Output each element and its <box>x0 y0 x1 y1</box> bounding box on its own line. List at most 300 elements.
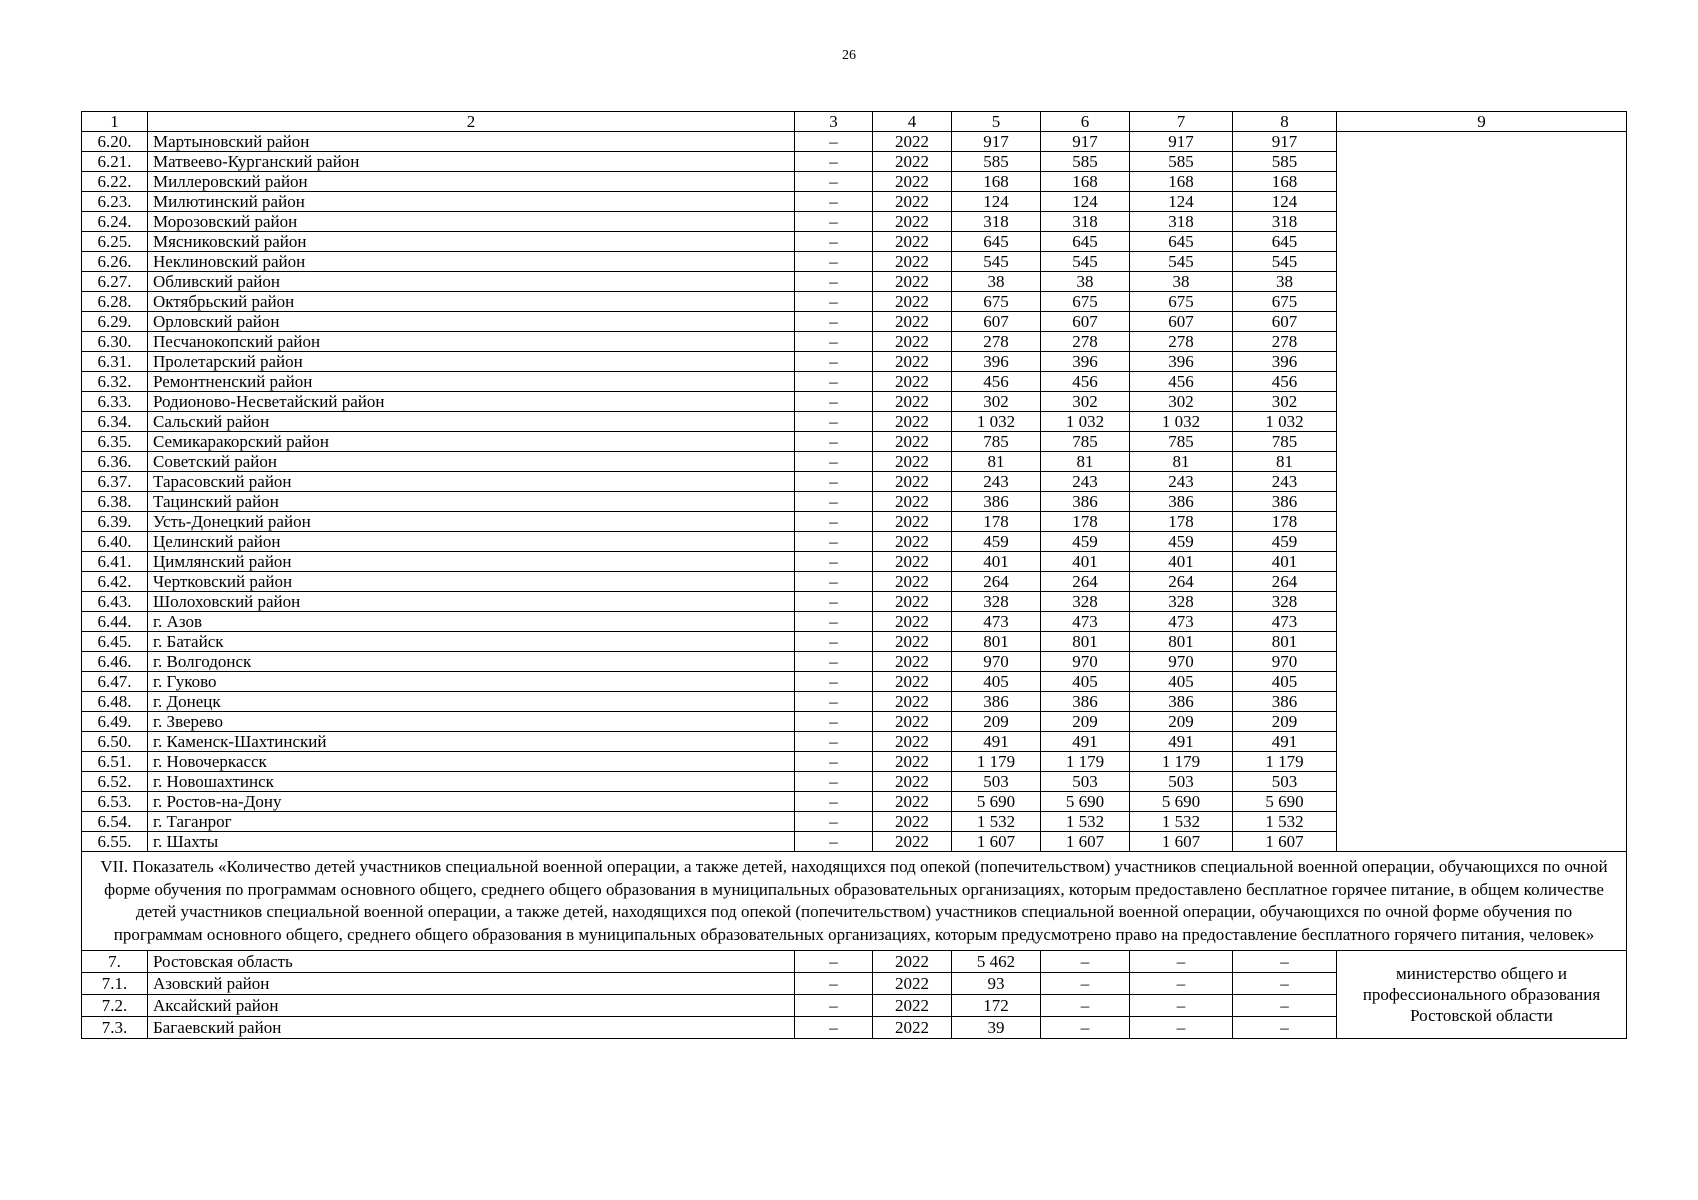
table-row <box>82 951 1627 973</box>
table-cell: 456 <box>1233 372 1337 392</box>
table-cell: 401 <box>1130 552 1233 572</box>
table-cell: 401 <box>1233 552 1337 572</box>
table-cell: – <box>1041 1017 1130 1039</box>
table-cell: 328 <box>1130 592 1233 612</box>
table-cell: 503 <box>1041 772 1130 792</box>
table-cell: 6.29. <box>82 312 148 332</box>
responsible-cell-empty <box>1337 132 1627 852</box>
table-cell: 2022 <box>873 632 952 652</box>
table-cell: 1 032 <box>1130 412 1233 432</box>
table-cell: 6.34. <box>82 412 148 432</box>
table-cell: 6.28. <box>82 292 148 312</box>
table-cell: – <box>1233 973 1337 995</box>
table-cell: – <box>795 352 873 372</box>
table-cell: 2022 <box>873 1017 952 1039</box>
table-cell: 491 <box>1041 732 1130 752</box>
table-cell: 456 <box>952 372 1041 392</box>
table-cell: Морозовский район <box>148 212 795 232</box>
table-cell: 6.50. <box>82 732 148 752</box>
table-cell: 6.22. <box>82 172 148 192</box>
table-cell: 178 <box>952 512 1041 532</box>
header-cell: 7 <box>1130 112 1233 132</box>
table-cell: г. Таганрог <box>148 812 795 832</box>
table-cell: 6.52. <box>82 772 148 792</box>
table-cell: – <box>795 532 873 552</box>
table-cell: 1 179 <box>1041 752 1130 772</box>
table-cell: Шолоховский район <box>148 592 795 612</box>
table-cell: 785 <box>1233 432 1337 452</box>
table-cell: 243 <box>1130 472 1233 492</box>
table-cell: 2022 <box>873 752 952 772</box>
table-cell: 5 690 <box>1233 792 1337 812</box>
table-cell: 168 <box>1041 172 1130 192</box>
table-cell: 405 <box>1130 672 1233 692</box>
table-cell: Мартыновский район <box>148 132 795 152</box>
table-cell: 6.40. <box>82 532 148 552</box>
table-cell: 2022 <box>873 432 952 452</box>
table-cell: 5 690 <box>952 792 1041 812</box>
table-cell: Обливский район <box>148 272 795 292</box>
table-cell: Семикаракорский район <box>148 432 795 452</box>
table-cell: – <box>795 772 873 792</box>
table-cell: 2022 <box>873 332 952 352</box>
table-cell: 386 <box>1130 692 1233 712</box>
table-cell: 473 <box>1233 612 1337 632</box>
table-cell: – <box>1233 995 1337 1017</box>
table-cell: – <box>1233 1017 1337 1039</box>
table-cell: 6.49. <box>82 712 148 732</box>
table-cell: 2022 <box>873 732 952 752</box>
table-cell: 302 <box>952 392 1041 412</box>
table-cell: 6.48. <box>82 692 148 712</box>
table-cell: Родионово-Несветайский район <box>148 392 795 412</box>
table-cell: Тарасовский район <box>148 472 795 492</box>
section-row <box>82 852 1627 951</box>
table-cell: 2022 <box>873 252 952 272</box>
table-cell: 607 <box>1041 312 1130 332</box>
table-cell: г. Донецк <box>148 692 795 712</box>
table-cell: Советский район <box>148 452 795 472</box>
table-cell: – <box>795 152 873 172</box>
table-cell: 6.38. <box>82 492 148 512</box>
table-cell: Аксайский район <box>148 995 795 1017</box>
table-cell: – <box>1130 995 1233 1017</box>
table-cell: г. Новочеркасск <box>148 752 795 772</box>
table-cell: 2022 <box>873 452 952 472</box>
table-cell: 2022 <box>873 672 952 692</box>
table-cell: 545 <box>1041 252 1130 272</box>
table-cell: 2022 <box>873 532 952 552</box>
table-cell: 6.20. <box>82 132 148 152</box>
table-cell: 1 179 <box>952 752 1041 772</box>
table-cell: 970 <box>952 652 1041 672</box>
table-cell: 2022 <box>873 692 952 712</box>
header-cell: 5 <box>952 112 1041 132</box>
table-cell: 6.32. <box>82 372 148 392</box>
table-cell: 6.31. <box>82 352 148 372</box>
table-cell: 2022 <box>873 132 952 152</box>
table-cell: 81 <box>1130 452 1233 472</box>
table-cell: 168 <box>1130 172 1233 192</box>
table-cell: 1 532 <box>952 812 1041 832</box>
table-cell: 209 <box>1041 712 1130 732</box>
table-cell: 405 <box>1233 672 1337 692</box>
table-cell: – <box>1233 951 1337 973</box>
table-cell: 405 <box>952 672 1041 692</box>
table-cell: г. Гуково <box>148 672 795 692</box>
table-cell: 124 <box>952 192 1041 212</box>
table-cell: 2022 <box>873 612 952 632</box>
table-cell: 2022 <box>873 832 952 852</box>
table-cell: 328 <box>952 592 1041 612</box>
table-cell: 2022 <box>873 212 952 232</box>
table-cell: 124 <box>1233 192 1337 212</box>
table-cell: 2022 <box>873 352 952 372</box>
section-title: VII. Показатель «Количество детей участников специальной военной операции, а также детей, находящихся под опекой (попечительством) участников специальной военной операции, обучающихся по очной форме обучения по программам основного общего, среднего общего образования в муниципальных образовательных организациях, которым предоставлено бесплатное горячее питание, в общем количестве детей участников специальной военной операции, а также детей, находящихся под опекой (попечительством) участников специальной военной операции, обучающихся по очной форме обучения по программам основного общего, среднего общего образования в муниципальных образовательных организациях, которым предусмотрено право на предоставление бесплатного горячего питания, человек» <box>82 852 1627 951</box>
table-cell: 645 <box>1233 232 1337 252</box>
table-cell: Октябрьский район <box>148 292 795 312</box>
table-cell: – <box>795 212 873 232</box>
table-cell: 209 <box>1233 712 1337 732</box>
table-cell: 785 <box>1041 432 1130 452</box>
table-cell: 5 690 <box>1041 792 1130 812</box>
table-cell: 2022 <box>873 412 952 432</box>
table-cell: 209 <box>1130 712 1233 732</box>
table-cell: 917 <box>1233 132 1337 152</box>
table-cell: – <box>795 652 873 672</box>
table-cell: 503 <box>952 772 1041 792</box>
table-cell: – <box>1041 995 1130 1017</box>
table-cell: г. Ростов-на-Дону <box>148 792 795 812</box>
table-cell: 801 <box>1233 632 1337 652</box>
table-cell: 2022 <box>873 552 952 572</box>
table-cell: 38 <box>1233 272 1337 292</box>
table-cell: 585 <box>952 152 1041 172</box>
table-cell: 2022 <box>873 512 952 532</box>
table-cell: 278 <box>1233 332 1337 352</box>
table-cell: 1 032 <box>952 412 1041 432</box>
table-cell: 545 <box>1130 252 1233 272</box>
table-cell: – <box>1130 1017 1233 1039</box>
table-cell: 401 <box>1041 552 1130 572</box>
table-cell: 168 <box>1233 172 1337 192</box>
table-cell: Тацинский район <box>148 492 795 512</box>
table-cell: Миллеровский район <box>148 172 795 192</box>
table-cell: 6.27. <box>82 272 148 292</box>
table-cell: 459 <box>952 532 1041 552</box>
table-cell: 124 <box>1041 192 1130 212</box>
table-cell: 675 <box>1041 292 1130 312</box>
indicator-table <box>81 111 1627 1039</box>
table-cell: 318 <box>1130 212 1233 232</box>
table-cell: г. Каменск-Шахтинский <box>148 732 795 752</box>
table-cell: 124 <box>1130 192 1233 212</box>
table-cell: 2022 <box>873 292 952 312</box>
table-cell: 6.30. <box>82 332 148 352</box>
table-cell: 396 <box>952 352 1041 372</box>
table-cell: 645 <box>1041 232 1130 252</box>
table-cell: 386 <box>952 692 1041 712</box>
table-cell: – <box>795 1017 873 1039</box>
table-cell: 6.24. <box>82 212 148 232</box>
header-cell: 3 <box>795 112 873 132</box>
table-cell: 6.53. <box>82 792 148 812</box>
table-cell: 396 <box>1041 352 1130 372</box>
table-cell: – <box>795 372 873 392</box>
table-cell: 801 <box>1130 632 1233 652</box>
table-cell: Мясниковский район <box>148 232 795 252</box>
table-cell: 7.3. <box>82 1017 148 1039</box>
table-cell: 6.42. <box>82 572 148 592</box>
table-cell: 178 <box>1041 512 1130 532</box>
table-cell: 6.54. <box>82 812 148 832</box>
table-cell: 386 <box>1041 492 1130 512</box>
table-cell: 38 <box>952 272 1041 292</box>
table-cell: 6.51. <box>82 752 148 772</box>
table-cell: – <box>795 672 873 692</box>
table-cell: 6.45. <box>82 632 148 652</box>
table-cell: 5 462 <box>952 951 1041 973</box>
table-cell: 473 <box>1041 612 1130 632</box>
table-cell: 6.35. <box>82 432 148 452</box>
table-cell: – <box>795 392 873 412</box>
table-cell: Ростовская область <box>148 951 795 973</box>
table-cell: 917 <box>1041 132 1130 152</box>
table-cell: Пролетарский район <box>148 352 795 372</box>
table-cell: 243 <box>1233 472 1337 492</box>
table-cell: 585 <box>1041 152 1130 172</box>
table-cell: 302 <box>1130 392 1233 412</box>
table-cell: 264 <box>1130 572 1233 592</box>
header-cell: 1 <box>82 112 148 132</box>
table-cell: 93 <box>952 973 1041 995</box>
table-cell: – <box>795 512 873 532</box>
table-cell: г. Шахты <box>148 832 795 852</box>
table-cell: 2022 <box>873 995 952 1017</box>
table-cell: 386 <box>1233 492 1337 512</box>
table-cell: 6.39. <box>82 512 148 532</box>
table-cell: 264 <box>952 572 1041 592</box>
table-cell: – <box>795 332 873 352</box>
table-cell: 328 <box>1233 592 1337 612</box>
table-cell: 6.37. <box>82 472 148 492</box>
table-cell: – <box>795 792 873 812</box>
table-cell: – <box>795 432 873 452</box>
table-cell: Целинский район <box>148 532 795 552</box>
table-cell: 2022 <box>873 792 952 812</box>
table-cell: 1 179 <box>1233 752 1337 772</box>
table-cell: 6.44. <box>82 612 148 632</box>
table-cell: – <box>795 472 873 492</box>
table-cell: 386 <box>1233 692 1337 712</box>
table-cell: 39 <box>952 1017 1041 1039</box>
table-cell: – <box>795 712 873 732</box>
table-cell: – <box>795 752 873 772</box>
table-cell: 278 <box>1041 332 1130 352</box>
table-cell: 585 <box>1233 152 1337 172</box>
responsible-executor: министерство общего и профессионального образования Ростовской области <box>1337 951 1627 1039</box>
table-cell: 6.21. <box>82 152 148 172</box>
table-cell: Чертковский район <box>148 572 795 592</box>
table-cell: – <box>795 612 873 632</box>
table-cell: 585 <box>1130 152 1233 172</box>
table-cell: 396 <box>1130 352 1233 372</box>
table-cell: 2022 <box>873 272 952 292</box>
table-cell: Орловский район <box>148 312 795 332</box>
table-cell: 503 <box>1233 772 1337 792</box>
table-cell: 396 <box>1233 352 1337 372</box>
table-cell: 675 <box>1130 292 1233 312</box>
table-cell: – <box>795 572 873 592</box>
table-cell: Милютинский район <box>148 192 795 212</box>
table-cell: – <box>795 995 873 1017</box>
table-cell: 645 <box>1130 232 1233 252</box>
table-cell: 1 532 <box>1041 812 1130 832</box>
table-cell: 7. <box>82 951 148 973</box>
table-cell: 456 <box>1130 372 1233 392</box>
table-cell: 386 <box>1130 492 1233 512</box>
table-cell: 6.41. <box>82 552 148 572</box>
table-cell: 6.47. <box>82 672 148 692</box>
table-cell: 491 <box>1130 732 1233 752</box>
table-cell: – <box>795 492 873 512</box>
table-cell: 607 <box>1233 312 1337 332</box>
table-cell: – <box>795 272 873 292</box>
table-cell: – <box>795 132 873 152</box>
table-cell: Усть-Донецкий район <box>148 512 795 532</box>
table-cell: 5 690 <box>1130 792 1233 812</box>
table-cell: 2022 <box>873 232 952 252</box>
table-cell: 473 <box>952 612 1041 632</box>
table-cell: 328 <box>1041 592 1130 612</box>
table-cell: Цимлянский район <box>148 552 795 572</box>
table-cell: 2022 <box>873 152 952 172</box>
table-cell: 970 <box>1041 652 1130 672</box>
table-cell: 2022 <box>873 712 952 732</box>
table-cell: 172 <box>952 995 1041 1017</box>
table-cell: 243 <box>952 472 1041 492</box>
table-cell: 38 <box>1130 272 1233 292</box>
header-cell: 8 <box>1233 112 1337 132</box>
table-cell: – <box>795 292 873 312</box>
table-cell: 6.55. <box>82 832 148 852</box>
table-cell: 1 032 <box>1233 412 1337 432</box>
table-cell: – <box>795 232 873 252</box>
table-cell: 2022 <box>873 592 952 612</box>
table-cell: Песчанокопский район <box>148 332 795 352</box>
table-cell: – <box>795 832 873 852</box>
table-cell: 386 <box>1041 692 1130 712</box>
table-cell: 456 <box>1041 372 1130 392</box>
table-cell: 318 <box>1233 212 1337 232</box>
table-row <box>82 132 1627 152</box>
table-cell: 6.36. <box>82 452 148 472</box>
table-cell: 81 <box>952 452 1041 472</box>
table-cell: г. Азов <box>148 612 795 632</box>
table-cell: 459 <box>1130 532 1233 552</box>
page-number: 26 <box>842 48 856 63</box>
table-cell: – <box>795 312 873 332</box>
table-cell: 645 <box>952 232 1041 252</box>
table-cell: – <box>795 732 873 752</box>
table-cell: 38 <box>1041 272 1130 292</box>
table-cell: 2022 <box>873 652 952 672</box>
table-cell: Сальский район <box>148 412 795 432</box>
table-cell: 264 <box>1233 572 1337 592</box>
table-cell: 6.26. <box>82 252 148 272</box>
table-cell: 2022 <box>873 172 952 192</box>
table-cell: 2022 <box>873 772 952 792</box>
table-cell: 302 <box>1041 392 1130 412</box>
table-cell: 302 <box>1233 392 1337 412</box>
table-cell: Неклиновский район <box>148 252 795 272</box>
header-cell: 9 <box>1337 112 1627 132</box>
table-cell: 405 <box>1041 672 1130 692</box>
table-cell: г. Волгодонск <box>148 652 795 672</box>
table-cell: – <box>1130 951 1233 973</box>
table-cell: г. Батайск <box>148 632 795 652</box>
table-cell: 2022 <box>873 192 952 212</box>
table-cell: г. Зверево <box>148 712 795 732</box>
table-cell: 178 <box>1130 512 1233 532</box>
table-cell: 2022 <box>873 312 952 332</box>
table-cell: – <box>795 973 873 995</box>
table-cell: 178 <box>1233 512 1337 532</box>
table-cell: 1 179 <box>1130 752 1233 772</box>
header-row <box>82 112 1627 132</box>
table-cell: 209 <box>952 712 1041 732</box>
table-cell: 785 <box>1130 432 1233 452</box>
table-cell: 2022 <box>873 372 952 392</box>
table-cell: 1 607 <box>1041 832 1130 852</box>
table-cell: 401 <box>952 552 1041 572</box>
table-cell: 801 <box>1041 632 1130 652</box>
table-cell: 278 <box>1130 332 1233 352</box>
table-cell: 970 <box>1233 652 1337 672</box>
table-cell: 81 <box>1041 452 1130 472</box>
table-cell: 81 <box>1233 452 1337 472</box>
table-cell: 545 <box>952 252 1041 272</box>
header-cell: 6 <box>1041 112 1130 132</box>
table-cell: 1 607 <box>952 832 1041 852</box>
table-cell: 2022 <box>873 572 952 592</box>
table-cell: 318 <box>952 212 1041 232</box>
table-cell: – <box>1130 973 1233 995</box>
table-cell: 491 <box>1233 732 1337 752</box>
table-cell: 243 <box>1041 472 1130 492</box>
table-cell: 278 <box>952 332 1041 352</box>
table-cell: 675 <box>952 292 1041 312</box>
table-cell: – <box>1041 973 1130 995</box>
table-cell: 607 <box>952 312 1041 332</box>
table-cell: 503 <box>1130 772 1233 792</box>
table-cell: 1 532 <box>1130 812 1233 832</box>
table-cell: 2022 <box>873 492 952 512</box>
table-cell: 917 <box>1130 132 1233 152</box>
table-cell: 491 <box>952 732 1041 752</box>
table-cell: 2022 <box>873 392 952 412</box>
table-cell: 386 <box>952 492 1041 512</box>
table-cell: 675 <box>1233 292 1337 312</box>
table-cell: Азовский район <box>148 973 795 995</box>
table-cell: 6.43. <box>82 592 148 612</box>
table-cell: Матвеево-Курганский район <box>148 152 795 172</box>
table-cell: – <box>795 172 873 192</box>
table-cell: 2022 <box>873 973 952 995</box>
table-cell: – <box>1041 951 1130 973</box>
table-cell: – <box>795 592 873 612</box>
table-cell: 6.46. <box>82 652 148 672</box>
